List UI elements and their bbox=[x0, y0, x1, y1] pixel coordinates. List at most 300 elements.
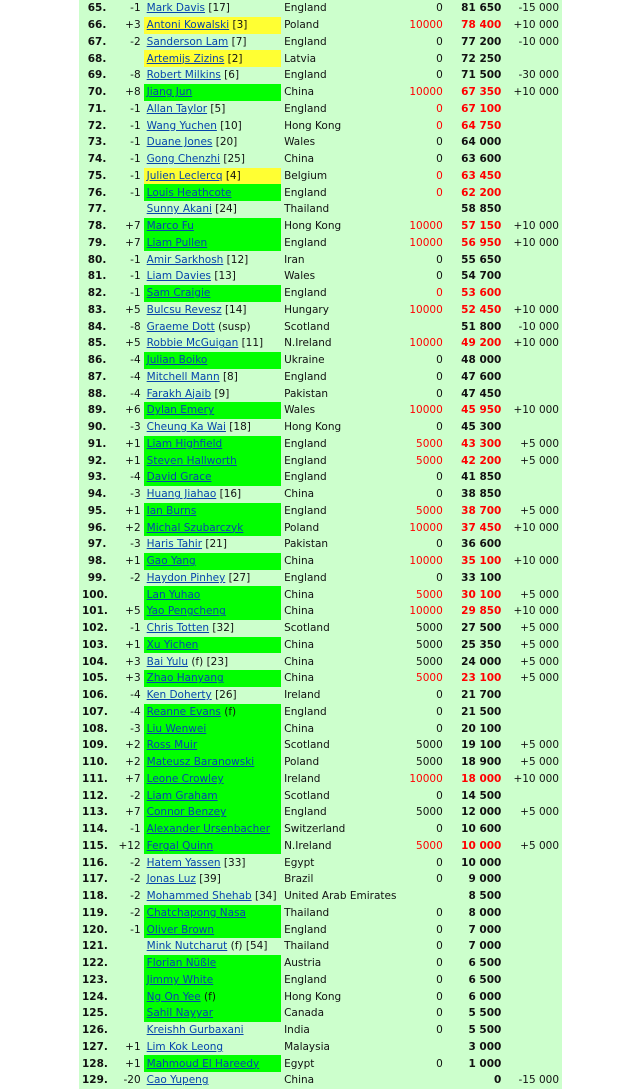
table-row bbox=[79, 854, 562, 871]
player-name-link[interactable]: Ross Muir bbox=[146, 739, 198, 752]
rank-change-cell bbox=[109, 972, 143, 989]
difference-cell bbox=[504, 720, 562, 737]
difference-cell bbox=[504, 352, 562, 369]
player-cell bbox=[144, 620, 281, 637]
rank-cell: 67. bbox=[87, 35, 107, 48]
player-cell bbox=[144, 771, 281, 788]
total-cell: 7 000 bbox=[468, 923, 502, 936]
table-row bbox=[79, 938, 562, 955]
points-cell: 0 bbox=[436, 906, 443, 919]
rankings-table-body bbox=[79, 0, 562, 1089]
player-note: (f) bbox=[200, 990, 216, 1003]
player-cell bbox=[144, 84, 281, 101]
table-row bbox=[79, 419, 562, 436]
player-name-link[interactable]: Julian Boiko bbox=[146, 354, 208, 367]
rank-change-cell bbox=[109, 50, 143, 67]
points-cell: 5000 bbox=[416, 672, 443, 685]
rank-cell: 86. bbox=[87, 354, 107, 367]
player-name-link[interactable]: Liam Highfield bbox=[146, 437, 223, 450]
player-name-link[interactable]: Michal Szubarczyk bbox=[146, 521, 244, 534]
rank-cell: 66. bbox=[87, 19, 107, 32]
table-row bbox=[79, 503, 562, 520]
rank-change-cell: +3 bbox=[125, 672, 141, 685]
rank-change-cell: -1 bbox=[130, 186, 141, 199]
rank-change-cell: -4 bbox=[130, 387, 141, 400]
player-name-link[interactable]: Mark Davis bbox=[146, 2, 206, 15]
nationality-cell: Pakistan bbox=[284, 387, 329, 400]
total-cell: 36 600 bbox=[461, 538, 502, 551]
player-name-link[interactable]: Gao Yang bbox=[146, 555, 196, 568]
rank-cell: 90. bbox=[87, 421, 107, 434]
nationality-cell: Poland bbox=[284, 756, 320, 769]
total-cell: 18 000 bbox=[461, 772, 502, 785]
points-cell: 0 bbox=[436, 69, 443, 82]
points-cell: 0 bbox=[436, 722, 443, 735]
difference-cell bbox=[504, 201, 562, 218]
player-name-link[interactable]: Mink Nutcharut bbox=[146, 940, 228, 953]
player-name-link[interactable]: Jimmy White bbox=[146, 973, 214, 986]
nationality-cell: Malaysia bbox=[284, 1040, 330, 1053]
table-row bbox=[79, 637, 562, 654]
rank-change-cell: -20 bbox=[123, 1074, 141, 1087]
player-name-link[interactable]: Alexander Ursenbacher bbox=[146, 823, 271, 836]
player-cell bbox=[144, 704, 281, 721]
player-name-link[interactable]: Antoni Kowalski bbox=[146, 19, 230, 32]
player-cell bbox=[144, 972, 281, 989]
points-cell: 0 bbox=[436, 35, 443, 48]
nationality-cell: England bbox=[284, 806, 327, 819]
player-name-link[interactable]: Florian Nüßle bbox=[146, 957, 217, 970]
points-cell: 5000 bbox=[416, 454, 443, 467]
total-cell: 8 500 bbox=[468, 890, 502, 903]
player-cell bbox=[144, 536, 281, 553]
points-cell: 0 bbox=[436, 52, 443, 65]
player-cell bbox=[144, 519, 281, 536]
points-cell: 0 bbox=[436, 270, 443, 283]
player-name-link[interactable]: Connor Benzey bbox=[146, 806, 227, 819]
nationality-cell: Scotland bbox=[284, 739, 330, 752]
table-row bbox=[79, 17, 562, 34]
table-row bbox=[79, 720, 562, 737]
table-row bbox=[79, 134, 562, 151]
points-cell: 0 bbox=[436, 387, 443, 400]
points-cell: 5000 bbox=[416, 655, 443, 668]
player-cell bbox=[144, 653, 281, 670]
points-cell: 0 bbox=[436, 471, 443, 484]
difference-cell: +5 000 bbox=[520, 622, 559, 635]
difference-cell bbox=[504, 251, 562, 268]
rank-change-cell: -1 bbox=[130, 287, 141, 300]
points-cell: 10000 bbox=[409, 404, 443, 417]
difference-cell bbox=[504, 888, 562, 905]
rank-cell: 104. bbox=[82, 655, 108, 668]
points-cell bbox=[381, 201, 446, 218]
total-cell: 7 000 bbox=[468, 940, 502, 953]
rank-change-cell: +1 bbox=[125, 638, 141, 651]
nationality-cell: Wales bbox=[284, 270, 316, 283]
player-name-link[interactable]: Julien Leclercq bbox=[146, 169, 223, 182]
difference-cell bbox=[504, 1039, 562, 1056]
difference-cell bbox=[504, 168, 562, 185]
table-row bbox=[79, 318, 562, 335]
table-row bbox=[79, 570, 562, 587]
player-name-link[interactable]: Cheung Ka Wai bbox=[146, 421, 226, 434]
difference-cell: +10 000 bbox=[513, 772, 559, 785]
rank-cell: 124. bbox=[82, 990, 108, 1003]
nationality-cell: Iran bbox=[284, 253, 305, 266]
rank-cell: 97. bbox=[87, 538, 107, 551]
player-cell bbox=[144, 905, 281, 922]
difference-cell bbox=[504, 938, 562, 955]
player-note: [24] bbox=[211, 203, 237, 216]
player-name-link[interactable]: Sahil Nayyar bbox=[146, 1007, 214, 1020]
player-name-link[interactable]: Mitchell Mann bbox=[146, 370, 220, 383]
player-cell bbox=[144, 503, 281, 520]
table-row bbox=[79, 1005, 562, 1022]
total-cell: 24 000 bbox=[461, 655, 502, 668]
table-row bbox=[79, 201, 562, 218]
points-cell: 0 bbox=[436, 287, 443, 300]
points-cell bbox=[381, 1072, 446, 1089]
player-name-link[interactable]: Louis Heathcote bbox=[146, 186, 232, 199]
difference-cell: +10 000 bbox=[513, 236, 559, 249]
total-cell: 8 000 bbox=[468, 906, 502, 919]
points-cell: 5000 bbox=[416, 622, 443, 635]
difference-cell bbox=[504, 1005, 562, 1022]
player-name-link[interactable]: Dylan Emery bbox=[146, 404, 215, 417]
player-name-link[interactable]: Gong Chenzhi bbox=[146, 153, 221, 166]
player-note: [25] bbox=[220, 153, 245, 166]
points-cell: 0 bbox=[436, 538, 443, 551]
rank-change-cell: -1 bbox=[130, 153, 141, 166]
rank-change-cell: -8 bbox=[130, 320, 141, 333]
table-row bbox=[79, 787, 562, 804]
points-cell: 0 bbox=[436, 940, 443, 953]
rank-cell: 93. bbox=[87, 471, 107, 484]
table-row bbox=[79, 50, 562, 67]
rank-change-cell: +2 bbox=[125, 739, 141, 752]
rank-cell: 111. bbox=[82, 772, 108, 785]
points-cell: 10000 bbox=[409, 605, 443, 618]
difference-cell: +5 000 bbox=[520, 454, 559, 467]
player-name-link[interactable]: Robbie McGuigan bbox=[146, 337, 239, 350]
total-cell: 54 700 bbox=[461, 270, 502, 283]
rank-cell: 70. bbox=[87, 86, 107, 99]
points-cell: 0 bbox=[436, 119, 443, 132]
difference-cell: -10 000 bbox=[518, 35, 559, 48]
total-cell: 63 450 bbox=[461, 169, 502, 182]
player-note: [4] bbox=[222, 169, 241, 182]
player-name-link[interactable]: Bai Yulu bbox=[146, 655, 188, 668]
total-cell: 42 200 bbox=[461, 454, 502, 467]
player-name-link[interactable]: Artemijs Zizins bbox=[146, 52, 225, 65]
nationality-cell: United Arab Emirates bbox=[284, 890, 397, 903]
player-name-link[interactable]: Sanderson Lam bbox=[146, 35, 229, 48]
player-name-link[interactable]: Huang Jiahao bbox=[146, 488, 217, 501]
player-name-link[interactable]: Mohammed Shehab bbox=[146, 890, 252, 903]
points-cell: 10000 bbox=[409, 303, 443, 316]
table-row bbox=[79, 184, 562, 201]
player-name-link[interactable]: Liam Davies bbox=[146, 270, 212, 283]
player-name-link[interactable]: Bulcsu Revesz bbox=[146, 303, 222, 316]
rank-change-cell: +1 bbox=[125, 1057, 141, 1070]
player-name-link[interactable]: Sunny Akani bbox=[146, 203, 212, 216]
rank-change-cell: +7 bbox=[125, 772, 141, 785]
player-name-link[interactable]: Cao Yupeng bbox=[146, 1074, 209, 1087]
table-row bbox=[79, 553, 562, 570]
difference-cell bbox=[504, 921, 562, 938]
rank-change-cell: +5 bbox=[125, 337, 141, 350]
player-note: [5] bbox=[207, 102, 226, 115]
total-cell: 53 600 bbox=[461, 287, 502, 300]
table-row bbox=[79, 34, 562, 51]
nationality-cell: Ireland bbox=[284, 772, 321, 785]
rank-cell: 115. bbox=[82, 839, 108, 852]
table-row bbox=[79, 452, 562, 469]
total-cell: 77 200 bbox=[461, 35, 502, 48]
nationality-cell: Hong Kong bbox=[284, 119, 342, 132]
rank-cell: 99. bbox=[87, 571, 107, 584]
nationality-cell: England bbox=[284, 287, 327, 300]
points-cell: 5000 bbox=[416, 839, 443, 852]
player-name-link[interactable]: Kreishh Gurbaxani bbox=[146, 1024, 244, 1037]
player-note: [3] bbox=[229, 19, 248, 32]
player-cell bbox=[144, 553, 281, 570]
player-name-link[interactable]: Chatchapong Nasa bbox=[146, 906, 246, 919]
rank-cell: 116. bbox=[82, 856, 108, 869]
total-cell: 62 200 bbox=[461, 186, 502, 199]
rank-change-cell: +1 bbox=[125, 1040, 141, 1053]
player-name-link[interactable]: Duane Jones bbox=[146, 136, 213, 149]
difference-cell bbox=[504, 905, 562, 922]
rank-cell: 76. bbox=[87, 186, 107, 199]
difference-cell bbox=[504, 787, 562, 804]
difference-cell bbox=[504, 687, 562, 704]
nationality-cell: Switzerland bbox=[284, 823, 346, 836]
rank-change-cell bbox=[109, 938, 143, 955]
rank-change-cell bbox=[109, 1005, 143, 1022]
player-cell bbox=[144, 737, 281, 754]
table-row bbox=[79, 871, 562, 888]
table-row bbox=[79, 586, 562, 603]
difference-cell bbox=[504, 419, 562, 436]
table-row bbox=[79, 838, 562, 855]
nationality-cell: England bbox=[284, 504, 327, 517]
player-name-link[interactable]: Yao Pengcheng bbox=[146, 605, 226, 618]
player-note: [33] bbox=[220, 856, 246, 869]
player-name-link[interactable]: Allan Taylor bbox=[146, 102, 208, 115]
player-name-link[interactable]: Liam Pullen bbox=[146, 236, 208, 249]
player-name-link[interactable]: Fergal Quinn bbox=[146, 839, 214, 852]
rank-change-cell: +3 bbox=[125, 19, 141, 32]
points-cell: 10000 bbox=[409, 86, 443, 99]
table-row bbox=[79, 1055, 562, 1072]
rank-change-cell bbox=[109, 1022, 143, 1039]
rank-change-cell: -4 bbox=[130, 354, 141, 367]
table-row bbox=[79, 235, 562, 252]
player-cell bbox=[144, 821, 281, 838]
nationality-cell: England bbox=[284, 454, 327, 467]
difference-cell bbox=[504, 955, 562, 972]
difference-cell bbox=[504, 151, 562, 168]
player-name-link[interactable]: Mateusz Baranowski bbox=[146, 756, 255, 769]
total-cell: 10 600 bbox=[461, 823, 502, 836]
nationality-cell: N.Ireland bbox=[284, 839, 332, 852]
player-name-link[interactable]: Mahmoud El Hareedy bbox=[146, 1057, 260, 1070]
player-name-link[interactable]: Haydon Pinhey bbox=[146, 571, 226, 584]
rank-change-cell: -1 bbox=[130, 136, 141, 149]
total-cell: 45 950 bbox=[461, 404, 502, 417]
rank-cell: 96. bbox=[87, 521, 107, 534]
rank-cell: 95. bbox=[87, 504, 107, 517]
player-name-link[interactable]: Graeme Dott bbox=[146, 320, 215, 333]
difference-cell: +10 000 bbox=[513, 19, 559, 32]
rank-cell: 81. bbox=[87, 270, 107, 283]
points-cell: 0 bbox=[436, 823, 443, 836]
difference-cell: +10 000 bbox=[513, 303, 559, 316]
nationality-cell: N.Ireland bbox=[284, 337, 332, 350]
player-name-link[interactable]: Xu Yichen bbox=[146, 638, 199, 651]
points-cell: 0 bbox=[436, 705, 443, 718]
rank-change-cell: -1 bbox=[130, 622, 141, 635]
player-name-link[interactable]: Lim Kok Leong bbox=[146, 1040, 224, 1053]
player-name-link[interactable]: Robert Milkins bbox=[146, 69, 221, 82]
player-note: [18] bbox=[225, 421, 251, 434]
difference-cell bbox=[504, 486, 562, 503]
rank-cell: 94. bbox=[87, 488, 107, 501]
player-name-link[interactable]: Wang Yuchen bbox=[146, 119, 217, 132]
player-name-link[interactable]: Hatem Yassen bbox=[146, 856, 221, 869]
player-cell bbox=[144, 184, 281, 201]
rank-cell: 80. bbox=[87, 253, 107, 266]
total-cell: 58 850 bbox=[461, 203, 502, 216]
player-name-link[interactable]: Ian Burns bbox=[146, 504, 197, 517]
nationality-cell: China bbox=[284, 86, 315, 99]
player-cell bbox=[144, 67, 281, 84]
nationality-cell: Brazil bbox=[284, 873, 314, 886]
total-cell: 14 500 bbox=[461, 789, 502, 802]
points-cell: 0 bbox=[436, 354, 443, 367]
player-name-link[interactable]: Haris Tahir bbox=[146, 538, 203, 551]
player-name-link[interactable]: Leone Crowley bbox=[146, 772, 224, 785]
rank-cell: 98. bbox=[87, 555, 107, 568]
player-note: [16] bbox=[216, 488, 242, 501]
player-name-link[interactable]: Lan Yuhao bbox=[146, 588, 201, 601]
points-cell: 0 bbox=[436, 1057, 443, 1070]
total-cell: 25 350 bbox=[461, 638, 502, 651]
table-row bbox=[79, 285, 562, 302]
player-cell bbox=[144, 854, 281, 871]
total-cell: 38 850 bbox=[461, 488, 502, 501]
player-name-link[interactable]: Liam Graham bbox=[146, 789, 218, 802]
rank-cell: 105. bbox=[82, 672, 108, 685]
nationality-cell: China bbox=[284, 1074, 315, 1087]
player-name-link[interactable]: Jonas Luz bbox=[146, 873, 196, 886]
table-row bbox=[79, 218, 562, 235]
rank-change-cell: -1 bbox=[130, 270, 141, 283]
player-cell bbox=[144, 369, 281, 386]
rank-change-cell: +7 bbox=[125, 220, 141, 233]
rank-cell: 87. bbox=[87, 370, 107, 383]
player-cell bbox=[144, 335, 281, 352]
player-name-link[interactable]: Reanne Evans bbox=[146, 705, 221, 718]
player-name-link[interactable]: Marco Fu bbox=[146, 220, 194, 233]
rank-change-cell: -1 bbox=[130, 923, 141, 936]
points-cell: 0 bbox=[436, 253, 443, 266]
points-cell: 0 bbox=[436, 1007, 443, 1020]
player-cell bbox=[144, 117, 281, 134]
points-cell: 5000 bbox=[416, 588, 443, 601]
rank-cell: 84. bbox=[87, 320, 107, 333]
table-row bbox=[79, 771, 562, 788]
player-cell bbox=[144, 251, 281, 268]
difference-cell: +5 000 bbox=[520, 739, 559, 752]
player-name-link[interactable]: Jiang Jun bbox=[146, 86, 193, 99]
total-cell: 10 000 bbox=[461, 839, 502, 852]
nationality-cell: Austria bbox=[284, 957, 322, 970]
player-note: [7] bbox=[228, 35, 247, 48]
player-name-link[interactable]: Ken Doherty bbox=[146, 689, 212, 702]
rank-cell: 109. bbox=[82, 739, 108, 752]
total-cell: 64 000 bbox=[461, 136, 502, 149]
total-cell: 47 450 bbox=[461, 387, 502, 400]
difference-cell bbox=[504, 50, 562, 67]
difference-cell: +5 000 bbox=[520, 756, 559, 769]
total-cell: 37 450 bbox=[461, 521, 502, 534]
player-cell bbox=[144, 0, 281, 17]
nationality-cell: Ireland bbox=[284, 689, 321, 702]
rank-change-cell: -4 bbox=[130, 471, 141, 484]
nationality-cell: Poland bbox=[284, 19, 320, 32]
nationality-cell: Wales bbox=[284, 136, 316, 149]
difference-cell bbox=[504, 385, 562, 402]
player-name-link[interactable]: David Grace bbox=[146, 471, 212, 484]
player-name-link[interactable]: Farakh Ajaib bbox=[146, 387, 212, 400]
nationality-cell: China bbox=[284, 488, 315, 501]
player-name-link[interactable]: Zhao Hanyang bbox=[146, 672, 224, 685]
rank-cell: 79. bbox=[87, 236, 107, 249]
rank-change-cell: +3 bbox=[125, 655, 141, 668]
player-name-link[interactable]: Sam Craigie bbox=[146, 287, 211, 300]
player-name-link[interactable]: Amir Sarkhosh bbox=[146, 253, 224, 266]
table-row bbox=[79, 151, 562, 168]
rank-change-cell: -2 bbox=[130, 873, 141, 886]
difference-cell bbox=[504, 536, 562, 553]
player-cell bbox=[144, 603, 281, 620]
player-name-link[interactable]: Liu Wenwei bbox=[146, 722, 207, 735]
player-name-link[interactable]: Steven Hallworth bbox=[146, 454, 237, 467]
player-name-link[interactable]: Oliver Brown bbox=[146, 923, 215, 936]
player-name-link[interactable]: Ng On Yee bbox=[146, 990, 201, 1003]
total-cell: 23 100 bbox=[461, 672, 502, 685]
player-note: (f) [54] bbox=[227, 940, 268, 953]
rank-cell: 89. bbox=[87, 404, 107, 417]
rank-change-cell: -2 bbox=[130, 890, 141, 903]
difference-cell: +5 000 bbox=[520, 504, 559, 517]
player-name-link[interactable]: Chris Totten bbox=[146, 622, 210, 635]
player-cell bbox=[144, 921, 281, 938]
table-row bbox=[79, 352, 562, 369]
rank-cell: 103. bbox=[82, 638, 108, 651]
points-cell: 5000 bbox=[416, 739, 443, 752]
table-row bbox=[79, 302, 562, 319]
nationality-cell: England bbox=[284, 236, 327, 249]
table-row bbox=[79, 519, 562, 536]
player-cell bbox=[144, 838, 281, 855]
difference-cell bbox=[504, 854, 562, 871]
player-cell bbox=[144, 452, 281, 469]
player-cell bbox=[144, 871, 281, 888]
